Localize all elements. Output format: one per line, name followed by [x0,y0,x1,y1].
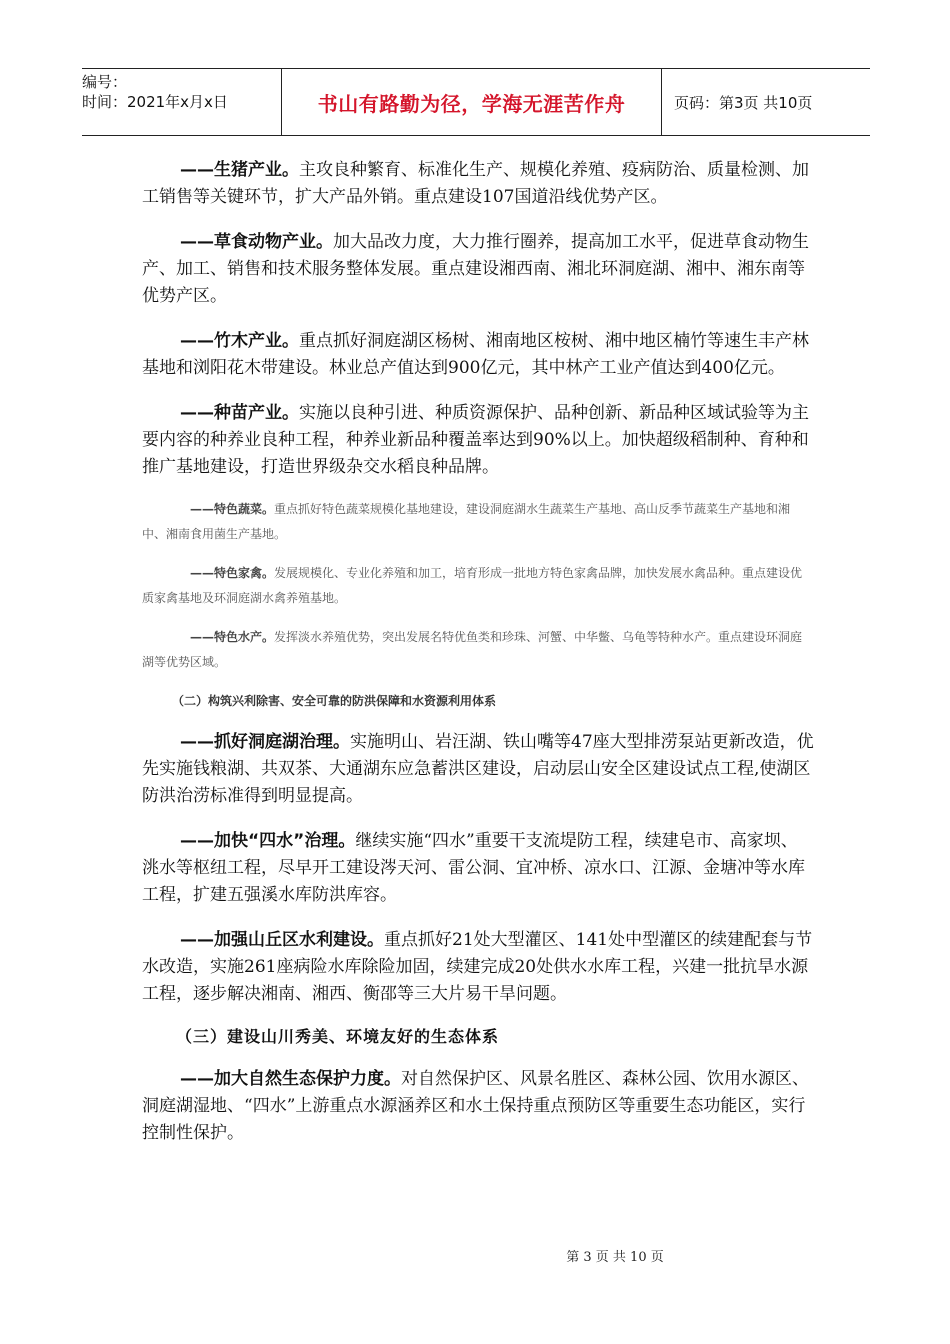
paragraph-bamboo-wood-industry [142,328,814,382]
paragraph-pig-industry [142,157,814,211]
section-heading-ecology: （三）建设山川秀美、环境友好的生态体系 [176,1027,500,1046]
header-meta [82,69,282,135]
paragraph-text: 继续实施“四水”重要干支流堤防工程，续建皂市、高家坝、洮水等枢纽工程，尽早开工建设涔天河、雷公洞、宜冲桥、凉水口、江源、金塘冲等水库工程，扩建五强溪水库防洪库容。 [142,831,805,905]
paragraph-lead: ——特色蔬菜。 [190,502,275,516]
paragraph-lead: ——加大自然生态保护力度。 [180,1069,401,1089]
paragraph-special-vegetables [142,497,814,547]
page-footer [0,1246,950,1265]
header-date: 时间：2021年x月x日 [82,93,228,111]
footer-page-number: 第 3 页 共 10 页 [566,1250,664,1265]
paragraph-text: 重点抓好特色蔬菜规模化基地建设，建设洞庭湖水生蔬菜生产基地、高山反季节蔬菜生产基地和湘中、湘南食用菌生产基地。 [142,502,791,541]
paragraph-lead: ——特色家禽。 [190,566,275,580]
paragraph-dongting-lake [142,729,814,810]
paragraph-four-rivers [142,828,814,909]
paragraph-lead: ——草食动物产业。 [180,232,333,252]
document-body [142,157,814,1147]
paragraph-text: 发展规模化、专业化养殖和加工，培育形成一批地方特色家禽品牌，加快发展水禽品种。重点建设优质家禽基地及环洞庭湖水禽养殖基地。 [142,566,803,605]
paragraph-lead: ——抓好洞庭湖治理。 [180,732,350,752]
paragraph-text: 发挥淡水养殖优势，突出发展名特优鱼类和珍珠、河蟹、中华鳖、乌龟等特种水产。重点建设环洞庭湖等优势区域。 [142,630,803,669]
paragraph-special-aquatic [142,625,814,675]
paragraph-text: 加大品改力度，大力推行圈养，提高加工水平，促进草食动物生产、加工、销售和技术服务整体发展。重点建设湘西南、湘北环洞庭湖、湘中、湘东南等优势产区。 [142,232,809,306]
paragraph-lead: ——加强山丘区水利建设。 [180,930,384,950]
header-number: 编号： [82,73,128,91]
paragraph-seedling-industry [142,400,814,481]
paragraph-text: 实施以良种引进、种质资源保护、品种创新、新品种区域试验等为主要内容的种养业良种工程，种养业新品种覆盖率达到90%以上。加快超级稻制种、育种和推广基地建设，打造世界级杂交水稻良种品牌。 [142,403,809,477]
paragraph-lead: ——生猪产业。 [180,160,299,180]
paragraph-special-poultry [142,561,814,611]
paragraph-text: 对自然保护区、风景名胜区、森林公园、饮用水源区、洞庭湖湿地、“四水”上游重点水源涵养区和水土保持重点预防区等重要生态功能区，实行控制性保护。 [142,1069,809,1143]
page-header [82,68,870,136]
paragraph-lead: ——加快“四水”治理。 [180,831,356,851]
paragraph-hill-water-conservancy [142,927,814,1008]
paragraph-lead: ——特色水产。 [190,630,275,644]
paragraph-text: 实施明山、岩汪湖、铁山嘴等47座大型排涝泵站更新改造，优先实施钱粮湖、共双茶、大通湖东应急蓄洪区建设，启动层山安全区建设试点工程,使湖区防洪治涝标准得到明显提高。 [142,732,814,806]
header-motto: 书山有路勤为径，学海无涯苦作舟 [282,69,662,135]
paragraph-text: 主攻良种繁育、标准化生产、规模化养殖、疫病防治、质量检测、加工销售等关键环节，扩大产品外销。重点建设107国道沿线优势产区。 [142,160,809,207]
paragraph-lead: ——竹木产业。 [180,331,299,351]
paragraph-herbivore-industry [142,229,814,310]
paragraph-text: 重点抓好21处大型灌区、141处中型灌区的续建配套与节水改造，实施261座病险水库除险加固，续建完成20处供水水库工程，兴建一批抗旱水源工程，逐步解决湘南、湘西、衡邵等三大片易干旱问题。 [142,930,813,1004]
section-heading-flood-control: （二）构筑兴利除害、安全可靠的防洪保障和水资源利用体系 [172,694,497,708]
paragraph-nature-protection [142,1066,814,1147]
paragraph-text: 重点抓好洞庭湖区杨树、湘南地区桉树、湘中地区楠竹等速生丰产林基地和浏阳花木带建设。林业总产值达到900亿元，其中林产工业产值达到400亿元。 [142,331,809,378]
paragraph-lead: ——种苗产业。 [180,403,299,423]
header-page-info: 页码：第3页 共10页 [674,93,813,112]
